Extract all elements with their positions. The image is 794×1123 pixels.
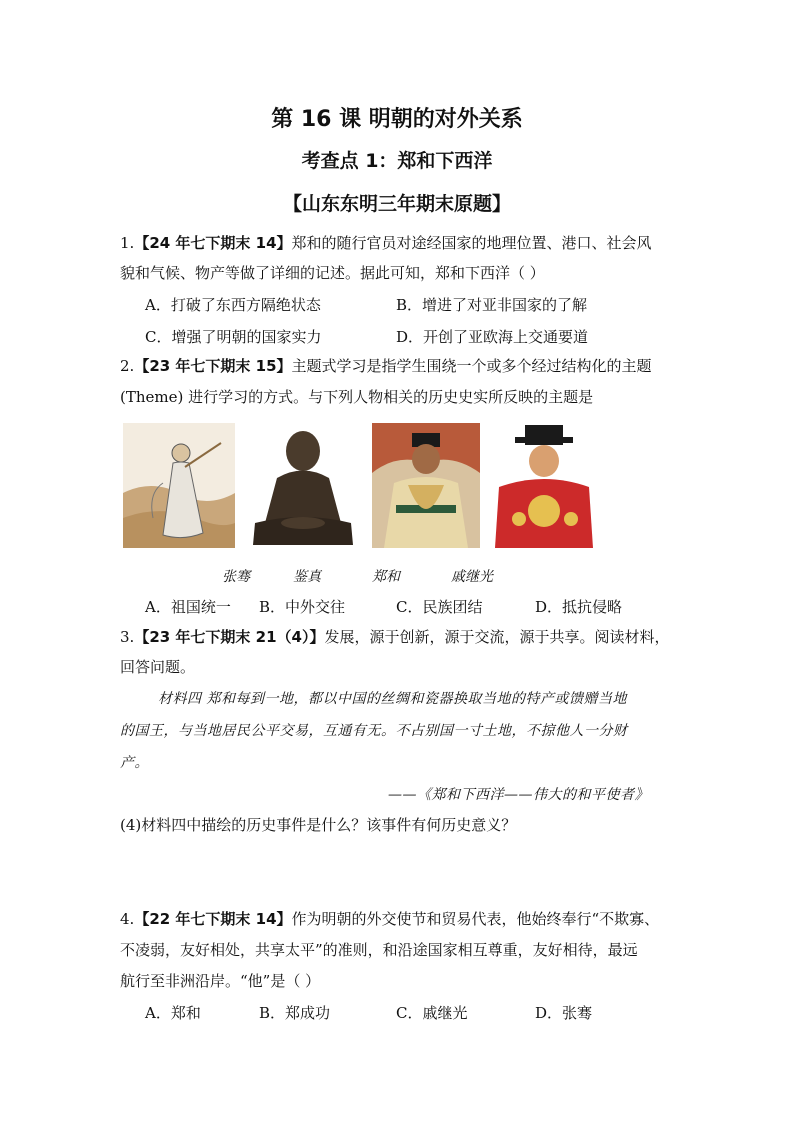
- q3-number: 3.: [120, 628, 135, 646]
- q1-option-c[interactable]: C．增强了明朝的国家实力: [145, 328, 322, 346]
- q1-option-d[interactable]: D．开创了亚欧海上交通要道: [396, 328, 589, 346]
- topic-heading: 考查点 1：郑和下西洋: [301, 150, 493, 172]
- q4-option-b[interactable]: B．郑成功: [259, 1004, 331, 1022]
- caption-qi-jiguang: 戚继光: [451, 569, 493, 585]
- q3-source: 【23 年七下期末 21（4）】: [134, 628, 325, 646]
- q3-line-2: 回答问题。: [120, 658, 196, 676]
- q3-material-line-2: 的国王，与当地居民公平交易，互通有无。不占别国一寸土地，不掠他人一分财: [120, 723, 628, 739]
- caption-jian-zhen: 鉴真: [293, 569, 321, 585]
- zheng-he-portrait: [372, 423, 480, 548]
- q4-option-a[interactable]: A．郑和: [145, 1004, 201, 1022]
- q3-material-line-1: 材料四 郑和每到一地，都以中国的丝绸和瓷器换取当地的特产或馈赠当地: [158, 691, 627, 707]
- q3-material-source: ——《郑和下西洋——伟大的和平使者》: [388, 787, 649, 803]
- q1-text-a: 郑和的随行官员对途经国家的地理位置、港口、社会风: [291, 234, 652, 252]
- q4-text-a: 作为明朝的外交使节和贸易代表，他始终奉行“不欺寡、: [291, 910, 660, 928]
- q2-text-a: 主题式学习是指学生围绕一个或多个经过结构化的主题: [291, 357, 652, 375]
- q1-line-1: [120, 233, 652, 253]
- jian-zhen-statue: [249, 423, 357, 548]
- q4-line-3: 航行至非洲沿岸。“他”是（ ）: [120, 972, 321, 990]
- q3-sub-question: (4)材料四中描绘的历史事件是什么？该事件有何历史意义？: [120, 816, 517, 834]
- qi-jiguang-portrait: [489, 423, 598, 548]
- zhang-qian-portrait: [123, 423, 235, 548]
- collection-heading: 【山东东明三年期末原题】: [282, 193, 511, 215]
- q4-option-d[interactable]: D．张骞: [535, 1004, 593, 1022]
- q2-line-2: (Theme) 进行学习的方式。与下列人物相关的历史史实所反映的主题是: [120, 388, 594, 406]
- q1-number: 1.: [120, 234, 135, 252]
- caption-zheng-he: 郑和: [372, 569, 400, 585]
- q3-line-1: [120, 627, 669, 647]
- q3-material-line-3: 产。: [120, 755, 149, 771]
- q2-option-c[interactable]: C．民族团结: [396, 598, 483, 616]
- q2-line-1: [120, 356, 652, 376]
- caption-zhang-qian: 张骞: [222, 569, 250, 585]
- q4-number: 4.: [120, 910, 135, 928]
- q3-text-a: 发展，源于创新，源于交流，源于共享。阅读材料，: [324, 628, 670, 646]
- q4-option-c[interactable]: C．戚继光: [396, 1004, 468, 1022]
- lesson-title: 第 16 课 明朝的对外关系: [271, 107, 523, 132]
- q2-number: 2.: [120, 357, 135, 375]
- q1-option-a[interactable]: A．打破了东西方隔绝状态: [145, 296, 321, 314]
- q4-line-2: 不凌弱，友好相处，共享太平”的准则，和沿途国家相互尊重，友好相待，最远: [120, 941, 638, 959]
- q1-line-2: 貌和气候、物产等做了详细的记述。据此可知，郑和下西洋（ ）: [120, 264, 545, 282]
- q2-source: 【23 年七下期末 15】: [134, 357, 292, 375]
- q4-line-1: [120, 909, 659, 929]
- q1-source: 【24 年七下期末 14】: [134, 234, 292, 252]
- q2-option-a[interactable]: A．祖国统一: [145, 598, 231, 616]
- q2-option-b[interactable]: B．中外交往: [259, 598, 346, 616]
- q2-option-d[interactable]: D．抵抗侵略: [535, 598, 623, 616]
- q4-source: 【22 年七下期末 14】: [134, 910, 292, 928]
- q1-option-b[interactable]: B．增进了对亚非国家的了解: [396, 296, 588, 314]
